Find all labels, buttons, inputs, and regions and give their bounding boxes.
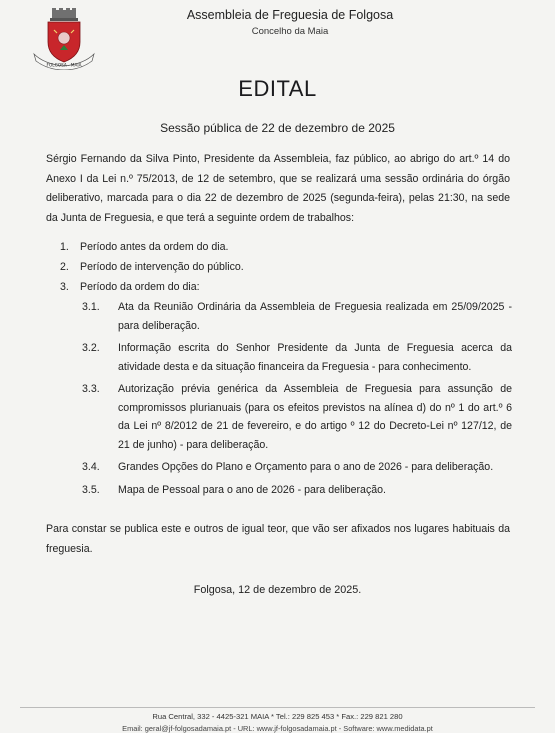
agenda-subitem	[82, 481, 512, 500]
agenda-subitem	[82, 380, 512, 454]
organization-name: Assembleia de Freguesia de Folgosa	[186, 8, 394, 22]
session-subtitle: Sessão pública de 22 de dezembro de 2025	[160, 121, 395, 135]
agenda-subitem-number: 3.5.	[82, 483, 100, 496]
agenda-subitem	[82, 458, 512, 477]
agenda-item	[46, 278, 512, 296]
agenda-item-number: 3.	[60, 281, 69, 293]
letterhead	[150, 8, 430, 37]
agenda-subitem-text: Grandes Opções do Plano e Orçamento para o ano de 2026 - para deliberação.	[118, 461, 494, 473]
agenda-subitem	[82, 339, 512, 376]
agenda-subitem-number: 3.4.	[82, 461, 100, 473]
agenda-item-text: Período antes da ordem do dia.	[80, 241, 229, 253]
agenda-item-text: Período da ordem do dia:	[80, 281, 200, 293]
agenda-subitem	[82, 298, 512, 335]
agenda-subitem-number: 3.3.	[82, 383, 100, 395]
agenda-item-number: 1.	[60, 241, 69, 253]
agenda-subitem-text: Ata da Reunião Ordinária da Assembleia de Freguesia realizada em 25/09/2025 - para deliberação.	[118, 301, 512, 332]
parish-crest-icon	[30, 8, 98, 70]
closing-paragraph: Para constar se publica este e outros de igual teor, que vão ser afixados nos lugares habituais da freguesia.	[46, 523, 510, 555]
footer-address: Rua Central, 332 - 4425-321 MAIA * Tel.: 229 825 453 * Fax.: 229 821 280	[152, 712, 403, 721]
place-and-date: Folgosa, 12 de dezembro de 2025.	[193, 584, 362, 596]
agenda-subitem-text: Informação escrita do Senhor Presidente da Junta de Freguesia acerca da atividade desta e da situação financeira da Freguesia - para conhecimento.	[118, 342, 512, 373]
agenda-subitem-number: 3.2.	[82, 342, 100, 354]
crest-banner-text: FOLGOSA - MAIA	[46, 62, 82, 68]
agenda-item	[46, 258, 512, 276]
document-title: EDITAL	[238, 76, 317, 101]
agenda-subitem-text: Mapa de Pessoal para o ano de 2026 - para deliberação.	[118, 483, 386, 496]
agenda-item-number: 2.	[60, 261, 69, 273]
agenda-item-text: Período de intervenção do público.	[80, 261, 244, 273]
footer-divider	[20, 707, 535, 708]
agenda-item	[46, 238, 512, 256]
agenda-subitem-number: 3.1.	[82, 301, 100, 313]
footer-contacts: Email: geral@jf-folgosadamaia.pt - URL: www.jf-folgosadamaia.pt - Software: www.medidata.pt	[122, 724, 433, 733]
intro-paragraph: Sérgio Fernando da Silva Pinto, Presidente da Assembleia, faz público, ao abrigo do art.º 14 do Anexo I da Lei n.º 75/2013, de 12 de setembro, que se realizará uma sessão ordinária do órgão deliberativo, marcada para o dia 22 de dezembro de 2025 (segunda-feira), pelas 21:30, na sede da Junta de Freguesia, e que terá a seguinte ordem de trabalhos:	[46, 153, 510, 224]
agenda-list	[46, 238, 512, 503]
agenda-subitem-text: Autorização prévia genérica da Assembleia de Freguesia para assunção de compromissos plurianuais (para os efeitos previstos na alínea d) do nº 1 do art.º 6 da Lei nº 8/2012 de 21 de fevereiro, e do artigo º 12 do Decreto-Lei nº 127/12, de 21 de junho) - para deliberação.	[118, 383, 512, 451]
council-name: Concelho da Maia	[251, 26, 329, 37]
